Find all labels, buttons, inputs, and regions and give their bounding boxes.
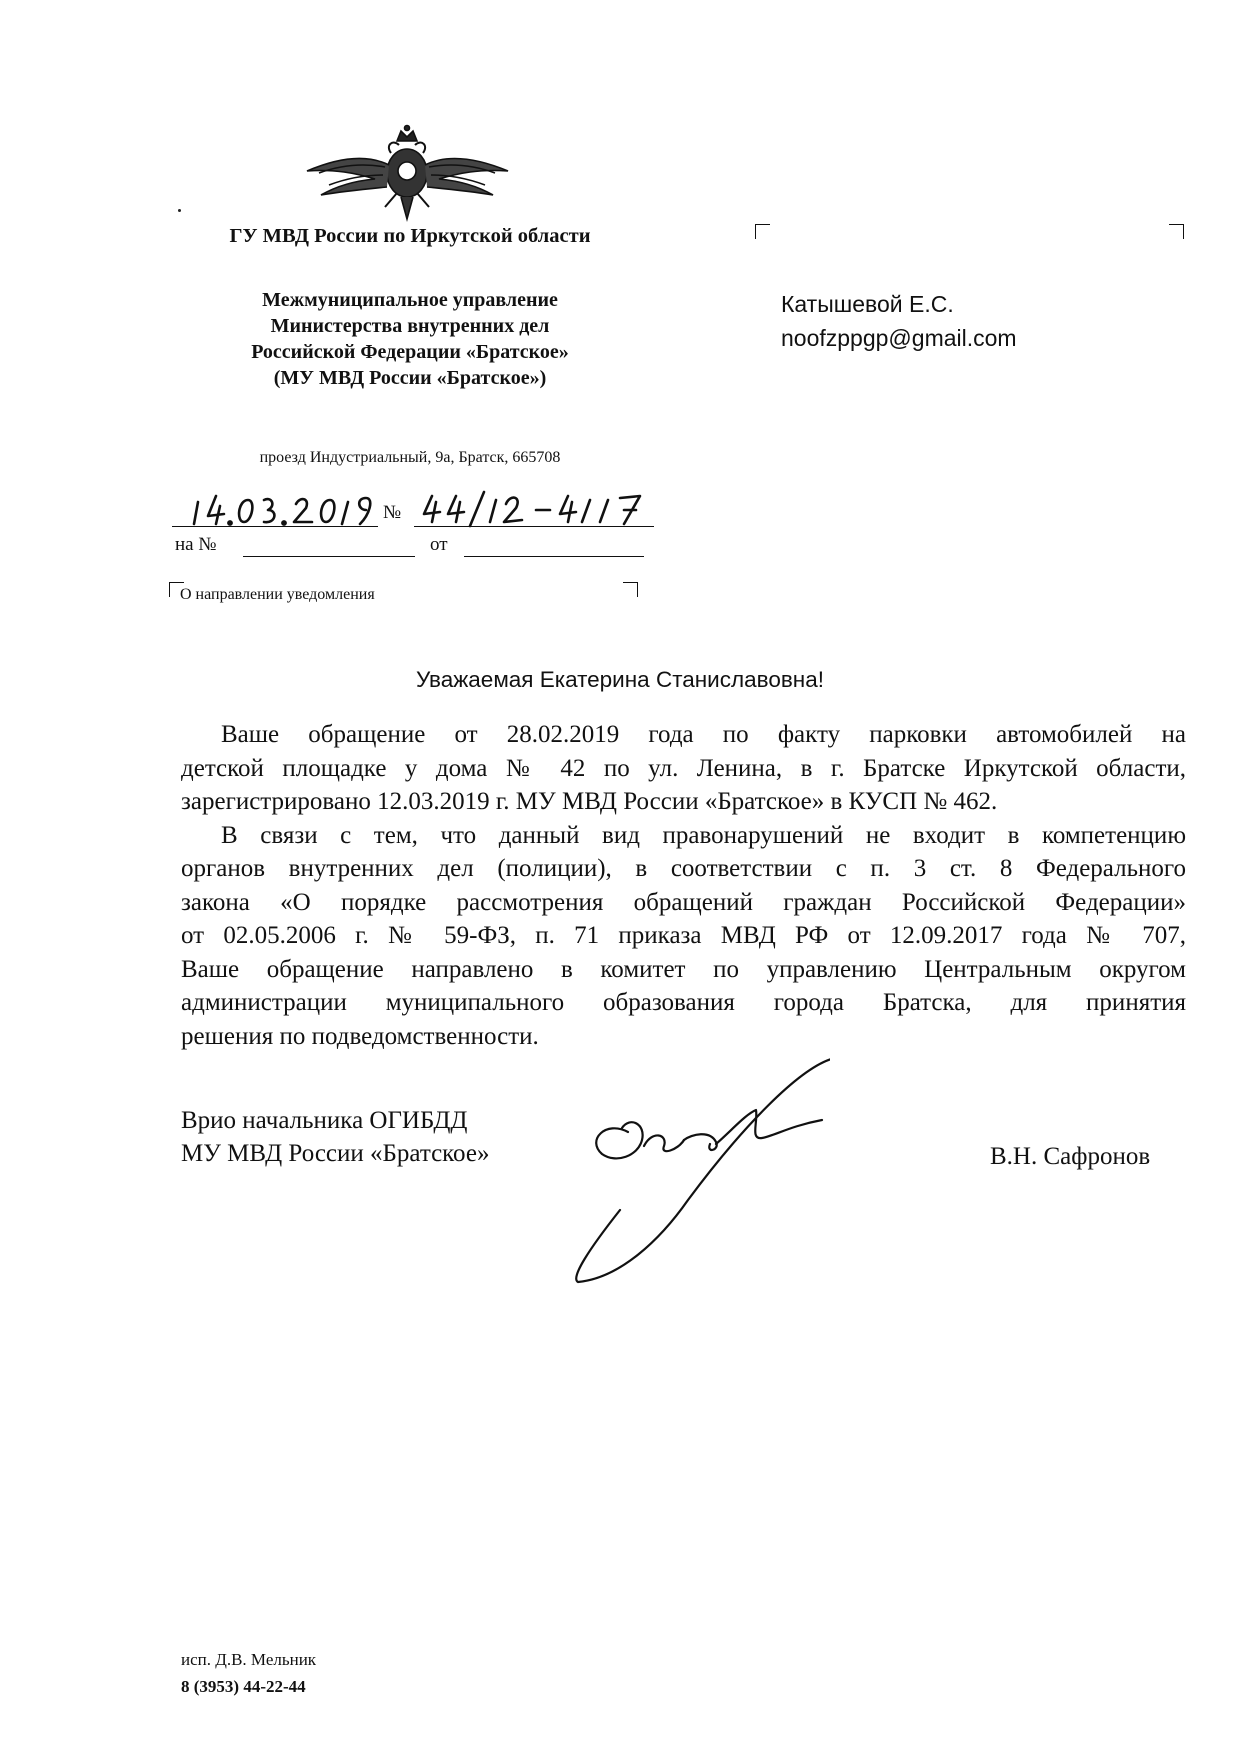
signer-name: В.Н. Сафронов (990, 1143, 1151, 1170)
date-line (172, 526, 378, 527)
executor-block (181, 1646, 316, 1700)
body-line: органов внутренних дел (полиции), в соответствии с п. 3 ст. 8 Федерального (181, 855, 1186, 882)
signer-position-line: Врио начальника ОГИБДД (181, 1107, 468, 1134)
body-line: администрации муниципального образования города Братска, для принятия (181, 989, 1186, 1016)
double-headed-eagle-emblem-icon (305, 123, 510, 223)
letter-subject: О направлении уведомления (180, 586, 375, 603)
department-address: проезд Индустриальный, 9а, Братск, 665708 (259, 449, 561, 466)
speck-dot (178, 209, 181, 212)
from-label: от (430, 534, 448, 555)
recipient-corner-left (755, 224, 770, 239)
subject-corner-right (623, 582, 638, 597)
greeting: Уважаемая Екатерина Станиславовна! (416, 667, 824, 692)
body-line: закона «О порядке рассмотрения обращений граждан Российской Федерации» (181, 888, 1186, 916)
handwritten-signature (560, 1050, 830, 1290)
number-sign-label: № (383, 502, 402, 523)
handwritten-outgoing-number (418, 490, 654, 528)
from-date-line (464, 556, 644, 557)
executor-name: исп. Д.В. Мельник (181, 1650, 317, 1669)
letter-body (181, 718, 1186, 1053)
in-reply-line (243, 556, 415, 557)
department-name-line: Межмуниципальное управление (262, 289, 558, 311)
ministry-header: ГУ МВД России по Иркутской области (229, 225, 591, 247)
recipient-corner-right (1169, 224, 1184, 239)
body-line: решения по подведомственности. (181, 1022, 539, 1050)
department-name-line: Российской Федерации «Братское» (251, 341, 569, 363)
recipient-name: Катышевой Е.С. (781, 291, 954, 317)
recipient-email: noofzppgp@gmail.com (781, 325, 1017, 351)
number-line (414, 526, 654, 527)
body-line: Ваше обращение направлено в комитет по управлению Центральным округом (181, 955, 1186, 983)
signer-position-line: МУ МВД России «Братское» (181, 1140, 490, 1167)
signer-position (181, 1104, 489, 1170)
body-line: Ваше обращение от 28.02.2019 года по факту парковки автомобилей на (221, 721, 1186, 748)
department-name (150, 287, 670, 391)
in-reply-label: на № (175, 534, 217, 555)
body-line: детской площадке у дома № 42 по ул. Ленина, в г. Братске Иркутской области, (181, 754, 1186, 782)
department-name-line: (МУ МВД России «Братское») (273, 367, 547, 389)
executor-phone: 8 (3953) 44-22-44 (181, 1677, 306, 1696)
handwritten-date (190, 492, 376, 528)
body-line: от 02.05.2006 г. № 59-ФЗ, п. 71 приказа МВД РФ от 12.09.2017 года № 707, (181, 922, 1186, 949)
department-name-line: Министерства внутренних дел (270, 315, 550, 337)
body-line: В связи с тем, что данный вид правонарушений не входит в компетенцию (221, 821, 1186, 849)
body-line: зарегистрировано 12.03.2019 г. МУ МВД России «Братское» в КУСП № 462. (181, 788, 998, 815)
recipient-block (781, 287, 1017, 355)
